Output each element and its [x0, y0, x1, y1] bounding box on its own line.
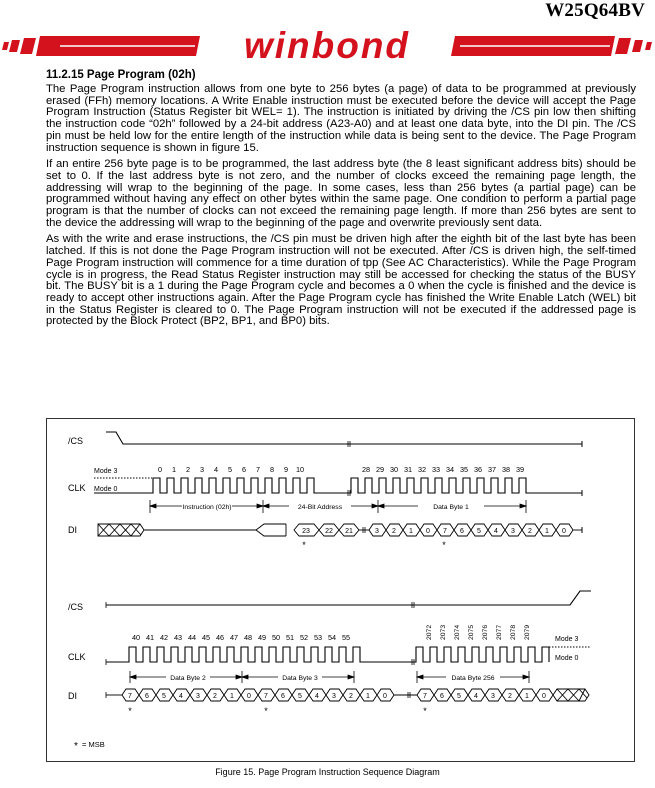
svg-text:38: 38: [501, 465, 511, 474]
svg-text:2079: 2079: [524, 624, 531, 640]
svg-text:37: 37: [487, 465, 497, 474]
svg-text:0: 0: [157, 465, 163, 474]
svg-text:28: 28: [361, 465, 371, 474]
di-bottom-dontcare: [553, 689, 589, 701]
svg-text:2077: 2077: [496, 624, 503, 640]
svg-text:2078: 2078: [510, 624, 517, 640]
svg-text:2: 2: [392, 528, 396, 535]
svg-text:54: 54: [327, 633, 337, 642]
svg-text:6: 6: [281, 693, 285, 700]
mode3-label-top: Mode 3: [94, 468, 118, 475]
msb-marker-bottom-2: *: [264, 706, 268, 716]
di-bottom-data-byte2: [122, 689, 258, 701]
svg-text:5: 5: [162, 693, 166, 700]
svg-text:7: 7: [255, 465, 261, 474]
svg-text:0: 0: [562, 528, 566, 535]
bottom-clock-numbers: [132, 633, 350, 642]
clk-waveform-top: [94, 478, 582, 493]
winbond-logo: winbond: [243, 26, 411, 64]
svg-text:2075: 2075: [468, 624, 475, 640]
svg-text:4: 4: [474, 693, 478, 700]
svg-text:41: 41: [145, 633, 155, 642]
svg-text:1: 1: [230, 693, 234, 700]
svg-text:2: 2: [349, 693, 353, 700]
svg-text:2073: 2073: [440, 624, 447, 640]
svg-text:49: 49: [257, 633, 267, 642]
winbond-logo-banner: [0, 26, 655, 64]
data-byte1-label: Data Byte 1: [433, 504, 469, 511]
svg-text:2072: 2072: [426, 624, 433, 640]
svg-text:10: 10: [295, 465, 305, 474]
instruction-label: Instruction (02h): [182, 504, 232, 511]
svg-text:3: 3: [491, 693, 495, 700]
legend-msb: = MSB: [82, 740, 105, 749]
msb-marker-bottom-1: *: [128, 706, 132, 716]
label-cs-top: /CS: [68, 436, 84, 446]
svg-text:21: 21: [345, 528, 353, 535]
svg-text:2: 2: [213, 693, 217, 700]
svg-text:3: 3: [375, 528, 379, 535]
svg-text:50: 50: [271, 633, 281, 642]
msb-marker-top-addr: *: [302, 540, 306, 550]
svg-text:2: 2: [508, 693, 512, 700]
svg-text:3: 3: [199, 465, 205, 474]
svg-text:6: 6: [460, 528, 464, 535]
svg-text:3: 3: [332, 693, 336, 700]
svg-text:0: 0: [247, 693, 251, 700]
di-top-address-bits: [294, 524, 437, 536]
svg-text:34: 34: [445, 465, 455, 474]
label-di-top: DI: [68, 525, 77, 535]
paragraph-3: As with the write and erase instructions, the /CS pin must be driven high after the eighth bit of the last byte has been latched. If this is not done the Page Program instruction will not be executed. After /CS is driven high, the self-timed Page Program instruction will commence for a time duration of tpp (See AC Characteristics). While the Page Program cycle is in progress, the Read Status Register instruction may still be accessed for checking the status of the BUSY bit. The BUSY bit is a 1 during the Page Program cycle and becomes a 0 when the cycle is finished and the device is ready to accept other instructions again. After the Page Program cycle has finished the Write Enable Latch (WEL) bit in the Status Register is cleared to 0. The Page Program instruction will not be executed if the addressed page is protected by the Block Protect (BP2, BP1, and BP0) bits.: [46, 233, 636, 328]
msb-marker-top-data: *: [442, 540, 446, 550]
di-top-dontcare: [98, 524, 286, 536]
svg-text:1: 1: [525, 693, 529, 700]
svg-text:7: 7: [128, 693, 132, 700]
cs-waveform-top: [106, 432, 582, 444]
part-number: W25Q64BV: [545, 0, 645, 21]
svg-text:5: 5: [227, 465, 233, 474]
diagram-frame: [47, 419, 635, 762]
svg-text:1: 1: [366, 693, 370, 700]
svg-text:48: 48: [243, 633, 253, 642]
svg-text:1: 1: [545, 528, 549, 535]
svg-text:33: 33: [431, 465, 441, 474]
svg-text:3: 3: [196, 693, 200, 700]
svg-text:39: 39: [515, 465, 525, 474]
address-label: 24-Bit Address: [297, 504, 343, 511]
data-byte2-label: Data Byte 2: [170, 675, 206, 682]
cs-waveform-bottom: [106, 591, 591, 605]
svg-text:40: 40: [131, 633, 141, 642]
svg-text:4: 4: [179, 693, 183, 700]
svg-text:4: 4: [494, 528, 498, 535]
svg-text:6: 6: [440, 693, 444, 700]
di-bottom-data-byte3: [258, 689, 417, 701]
svg-text:7: 7: [423, 693, 427, 700]
svg-text:7: 7: [443, 528, 447, 535]
di-bottom-data-byte256: [417, 689, 553, 701]
svg-text:46: 46: [215, 633, 225, 642]
di-top-data-byte1: [437, 524, 582, 536]
svg-text:31: 31: [403, 465, 413, 474]
svg-text:23: 23: [302, 528, 310, 535]
svg-text:5: 5: [477, 528, 481, 535]
svg-text:22: 22: [325, 528, 333, 535]
bottom-clock-numbers-rotated: [426, 625, 531, 640]
label-clk-top: CLK: [68, 483, 86, 493]
svg-text:35: 35: [459, 465, 469, 474]
data-byte256-label: Data Byte 256: [451, 675, 495, 682]
svg-text:42: 42: [159, 633, 169, 642]
legend-msb-star: *: [74, 741, 78, 752]
paragraph-2: If an entire 256 byte page is to be programmed, the last address byte (the 8 least significant address bits) should be set to 0. If the last address byte is not zero, and the number of clocks exceed the remaining page length, the addressing will wrap to the beginning of the page. In some cases, less than 256 bytes (a partial page) can be programmed without having any effect on other bytes within the same page. One condition to perform a partial page program is that the number of clocks can not exceed the remaining page length. If more than 256 bytes are sent to the device the addressing will wrap to the beginning of the page and overwrite previously sent data.: [46, 158, 636, 229]
section-page-program: [46, 69, 636, 333]
svg-text:30: 30: [389, 465, 399, 474]
svg-text:47: 47: [229, 633, 239, 642]
svg-text:0: 0: [383, 693, 387, 700]
svg-text:7: 7: [264, 693, 268, 700]
svg-text:2074: 2074: [454, 624, 461, 640]
timing-diagram: [46, 418, 636, 763]
svg-text:51: 51: [285, 633, 295, 642]
label-clk-bottom: CLK: [68, 652, 86, 662]
section-title: 11.2.15 Page Program (02h): [46, 69, 196, 81]
svg-text:29: 29: [375, 465, 385, 474]
mode0-label-bottom: Mode 0: [555, 655, 579, 662]
svg-text:53: 53: [313, 633, 323, 642]
svg-text:8: 8: [269, 465, 275, 474]
label-cs-bottom: /CS: [68, 602, 84, 612]
svg-text:44: 44: [187, 633, 197, 642]
svg-text:32: 32: [417, 465, 427, 474]
svg-text:4: 4: [315, 693, 319, 700]
svg-text:2: 2: [185, 465, 191, 474]
svg-text:4: 4: [213, 465, 219, 474]
figure-caption: Figure 15. Page Program Instruction Sequence Diagram: [215, 767, 440, 777]
svg-text:2: 2: [528, 528, 532, 535]
paragraph-1: The Page Program instruction allows from one byte to 256 bytes (a page) of data to be programmed at previously erased (FFh) memory locations. A Write Enable instruction must be executed before the device will accept the Page Program Instruction (Status Register bit WEL= 1). The instruction is initiated by driving the /CS pin low then shifting the instruction code “02h” followed by a 24-bit address (A23-A0) and at least one data byte, into the DI pin. The /CS pin must be held low for the entire length of the instruction while data is being sent to the device. The Page Program instruction sequence is shown in figure 15.: [46, 83, 636, 154]
svg-text:0: 0: [542, 693, 546, 700]
svg-text:36: 36: [473, 465, 483, 474]
svg-text:5: 5: [298, 693, 302, 700]
svg-text:3: 3: [511, 528, 515, 535]
svg-text:45: 45: [201, 633, 211, 642]
svg-text:6: 6: [241, 465, 247, 474]
clk-waveform-bottom: [106, 647, 549, 662]
svg-text:9: 9: [283, 465, 289, 474]
mode3-label-bottom: Mode 3: [555, 636, 579, 643]
label-di-bottom: DI: [68, 691, 77, 701]
svg-text:0: 0: [426, 528, 430, 535]
svg-text:5: 5: [457, 693, 461, 700]
svg-text:1: 1: [409, 528, 413, 535]
svg-text:43: 43: [173, 633, 183, 642]
svg-text:1: 1: [171, 465, 177, 474]
svg-text:6: 6: [145, 693, 149, 700]
msb-marker-bottom-3: *: [423, 706, 427, 716]
svg-text:55: 55: [341, 633, 351, 642]
svg-text:2076: 2076: [482, 624, 489, 640]
data-byte3-label: Data Byte 3: [282, 675, 318, 682]
mode0-label-top: Mode 0: [94, 486, 118, 493]
top-clock-numbers: [158, 465, 524, 474]
svg-text:52: 52: [299, 633, 309, 642]
